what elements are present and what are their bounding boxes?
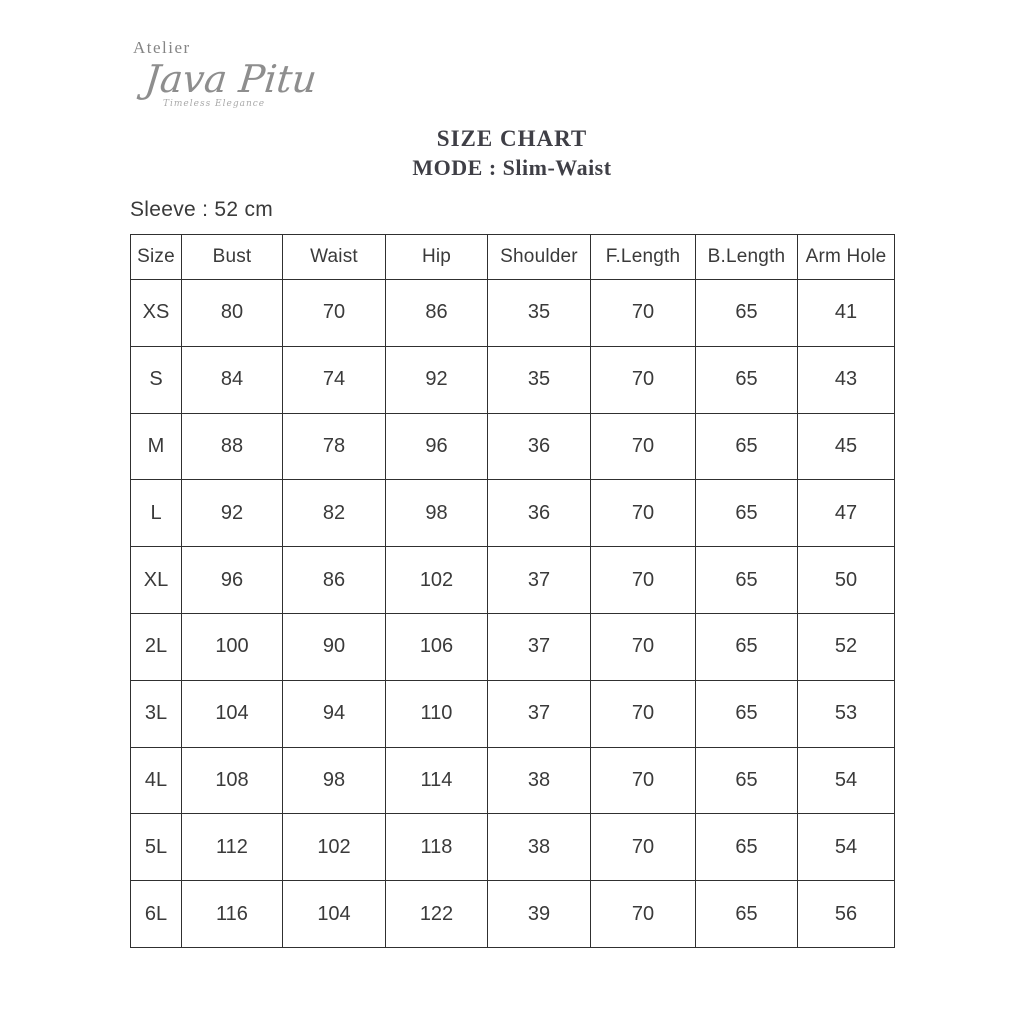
measurement-cell: 70 [591, 814, 696, 881]
size-cell: XS [131, 280, 182, 347]
measurement-cell: 38 [488, 814, 591, 881]
measurement-cell: 35 [488, 280, 591, 347]
measurement-cell: 118 [386, 814, 488, 881]
measurement-cell: 37 [488, 547, 591, 614]
measurement-cell: 38 [488, 747, 591, 814]
measurement-cell: 110 [386, 680, 488, 747]
measurement-cell: 54 [798, 814, 895, 881]
measurement-cell: 86 [386, 280, 488, 347]
table-row [131, 346, 895, 413]
table-row [131, 613, 895, 680]
table-row [131, 881, 895, 948]
measurement-cell: 70 [591, 413, 696, 480]
measurement-cell: 84 [182, 346, 283, 413]
measurement-cell: 94 [283, 680, 386, 747]
measurement-cell: 70 [591, 680, 696, 747]
measurement-cell: 108 [182, 747, 283, 814]
measurement-cell: 80 [182, 280, 283, 347]
measurement-cell: 92 [182, 480, 283, 547]
measurement-cell: 37 [488, 613, 591, 680]
size-cell: 5L [131, 814, 182, 881]
column-header: Waist [283, 235, 386, 280]
size-cell: S [131, 346, 182, 413]
measurement-cell: 43 [798, 346, 895, 413]
page-subtitle: MODE : Slim-Waist [412, 155, 612, 180]
measurement-cell: 39 [488, 881, 591, 948]
measurement-cell: 41 [798, 280, 895, 347]
measurement-cell: 65 [696, 280, 798, 347]
brand-logo [133, 38, 353, 109]
sleeve-note: Sleeve : 52 cm [130, 198, 274, 221]
table-row [131, 280, 895, 347]
measurement-cell: 116 [182, 881, 283, 948]
measurement-cell: 45 [798, 413, 895, 480]
measurement-cell: 52 [798, 613, 895, 680]
measurement-cell: 53 [798, 680, 895, 747]
table-row [131, 814, 895, 881]
logo-brand-name: Java Pitu [142, 57, 319, 101]
measurement-cell: 90 [283, 613, 386, 680]
column-header: B.Length [696, 235, 798, 280]
measurement-cell: 65 [696, 680, 798, 747]
measurement-cell: 86 [283, 547, 386, 614]
measurement-cell: 65 [696, 480, 798, 547]
measurement-cell: 65 [696, 613, 798, 680]
table-row [131, 747, 895, 814]
measurement-cell: 104 [283, 881, 386, 948]
measurement-cell: 102 [386, 547, 488, 614]
measurement-cell: 74 [283, 346, 386, 413]
size-cell: L [131, 480, 182, 547]
measurement-cell: 70 [591, 881, 696, 948]
measurement-cell: 65 [696, 346, 798, 413]
measurement-cell: 65 [696, 413, 798, 480]
measurement-cell: 70 [591, 280, 696, 347]
column-header: Size [131, 235, 182, 280]
measurement-cell: 106 [386, 613, 488, 680]
measurement-cell: 122 [386, 881, 488, 948]
size-cell: M [131, 413, 182, 480]
measurement-cell: 96 [182, 547, 283, 614]
table-row [131, 680, 895, 747]
measurement-cell: 104 [182, 680, 283, 747]
size-cell: 6L [131, 881, 182, 948]
measurement-cell: 88 [182, 413, 283, 480]
size-chart-table [130, 234, 895, 948]
measurement-cell: 65 [696, 814, 798, 881]
size-table-head-row [131, 235, 895, 280]
measurement-cell: 78 [283, 413, 386, 480]
measurement-cell: 35 [488, 346, 591, 413]
measurement-cell: 92 [386, 346, 488, 413]
measurement-cell: 98 [386, 480, 488, 547]
measurement-cell: 65 [696, 547, 798, 614]
size-cell: 2L [131, 613, 182, 680]
size-cell: 4L [131, 747, 182, 814]
measurement-cell: 36 [488, 413, 591, 480]
measurement-cell: 100 [182, 613, 283, 680]
title-block [0, 126, 1024, 181]
column-header: F.Length [591, 235, 696, 280]
measurement-cell: 70 [591, 613, 696, 680]
column-header: Arm Hole [798, 235, 895, 280]
measurement-cell: 65 [696, 881, 798, 948]
measurement-cell: 37 [488, 680, 591, 747]
measurement-cell: 98 [283, 747, 386, 814]
measurement-cell: 56 [798, 881, 895, 948]
measurement-cell: 47 [798, 480, 895, 547]
table-row [131, 413, 895, 480]
measurement-cell: 112 [182, 814, 283, 881]
measurement-cell: 102 [283, 814, 386, 881]
size-cell: 3L [131, 680, 182, 747]
page-title: SIZE CHART [436, 126, 588, 151]
table-row [131, 480, 895, 547]
measurement-cell: 82 [283, 480, 386, 547]
logo-atelier-text: Atelier [133, 38, 191, 57]
logo-tagline: Timeless Elegance [163, 99, 266, 109]
column-header: Shoulder [488, 235, 591, 280]
column-header: Hip [386, 235, 488, 280]
size-cell: XL [131, 547, 182, 614]
measurement-cell: 70 [591, 547, 696, 614]
measurement-cell: 114 [386, 747, 488, 814]
measurement-cell: 70 [591, 480, 696, 547]
measurement-cell: 54 [798, 747, 895, 814]
column-header: Bust [182, 235, 283, 280]
measurement-cell: 70 [591, 346, 696, 413]
table-row [131, 547, 895, 614]
measurement-cell: 70 [591, 747, 696, 814]
measurement-cell: 65 [696, 747, 798, 814]
measurement-cell: 36 [488, 480, 591, 547]
measurement-cell: 96 [386, 413, 488, 480]
measurement-cell: 70 [283, 280, 386, 347]
measurement-cell: 50 [798, 547, 895, 614]
size-table-body [131, 280, 895, 948]
